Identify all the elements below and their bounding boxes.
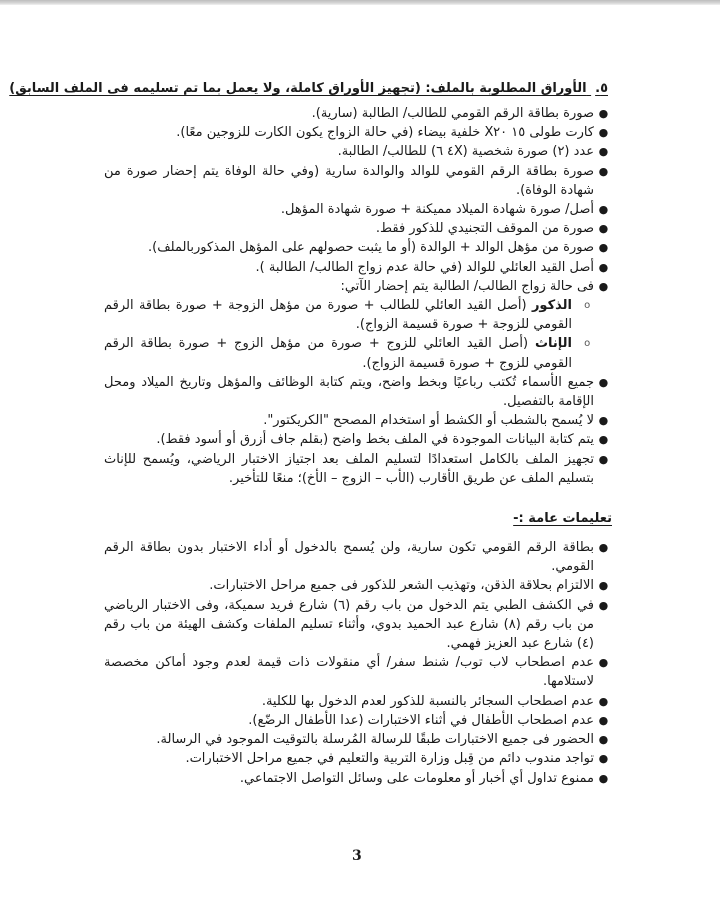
list-item-text: عدم اصطحاب لاب توب/ شنط سفر/ أي منقولات ذات قيمة لعدم وجود أماكن مخصصة لاستلامها.: [104, 655, 594, 690]
list-item-text: صورة من مؤهل الوالد + الوالدة (أو ما يثبت حصولهم على المؤهل المذكوربالملف).: [147, 240, 594, 256]
sublist-label: الإناث: [534, 336, 572, 352]
section-number: ٥.: [595, 81, 608, 96]
document-page: [9, 80, 612, 788]
list-item-text: عدد (٢) صورة شخصية (٤X ٦) للطالب/ الطالبة.: [337, 144, 594, 160]
sublist-label: الذكور: [531, 298, 572, 314]
list-item: [104, 576, 612, 595]
list-item: [104, 538, 612, 576]
list-item-text: تواجد مندوب دائم من قِبل وزارة التربية والتعليم في جميع مراحل الاختبارات.: [185, 751, 594, 767]
list-item: [104, 596, 612, 654]
list-item-text: الحضور فى جميع الاختبارات طبقًا للرسالة المُرسلة بالتوقيت الموجود في الرسالة.: [156, 732, 594, 748]
list-item: [104, 162, 612, 200]
list-item-text: صورة بطاقة الرقم القومي للطالب/ الطالبة (سارية).: [311, 106, 594, 121]
list-item-text: في الكشف الطبي يتم الدخول من باب رقم (٦) شارع فريد سميكة، وفى الاختبار الرياضي من باب رقم (٨) شارع عبد الحميد بدوي، وأثناء تسليم الملفات وكشف الهيئة من باب رقم (٤) شارع عبد العزيز فهمي.: [104, 597, 594, 652]
list-item: [104, 142, 612, 161]
bullet-icon: ●: [598, 733, 608, 747]
bullet-icon: ●: [598, 203, 608, 217]
bullet-icon: ●: [598, 452, 608, 466]
list-item-text: صورة بطاقة الرقم القومي للوالد والوالدة سارية (وفي حالة الوفاة يتم إحضار صورة من شهادة الوفاة).: [104, 163, 594, 198]
bullet-icon: ●: [598, 145, 608, 159]
list-item-text: ممنوع تداول أي أخبار أو معلومات على وسائل التواصل الاجتماعي.: [239, 770, 594, 786]
required-documents-list: [104, 104, 612, 488]
list-item: [104, 123, 612, 142]
bullet-icon: ●: [598, 713, 608, 727]
list-item: [104, 653, 612, 691]
bullet-icon: ●: [598, 107, 608, 120]
bullet-icon: ●: [598, 694, 608, 708]
top-edge-bar: [0, 0, 720, 5]
list-item: [104, 258, 612, 277]
sublist-text: (أصل القيد العائلي للطالب + صورة من مؤهل الزوجة + صورة بطاقة الرقم القومي للزوجة + صورة قسيمة الزواج).: [104, 298, 572, 333]
sublist-item-females: [104, 334, 594, 372]
list-item-text: الالتزام بحلاقة الذقن، وتهذيب الشعر للذكور فى جميع مراحل الاختبارات.: [209, 578, 594, 594]
list-item-text: فى حالة زواج الطالب/ الطالبة يتم إحضار الآتي:: [340, 278, 594, 294]
list-item: [104, 219, 612, 238]
general-instructions-list: [104, 538, 612, 788]
bullet-icon: ●: [598, 656, 608, 670]
list-item-text: أصل القيد العائلي للوالد (في حالة عدم زواج الطالب/ الطالبة ).: [255, 259, 594, 275]
bullet-icon: ●: [598, 222, 608, 236]
bullet-icon: ●: [598, 279, 608, 293]
list-item: [104, 749, 612, 768]
list-item: [104, 430, 612, 449]
bullet-icon: ●: [598, 752, 608, 766]
bullet-icon: ●: [598, 375, 608, 389]
list-item: [104, 373, 612, 411]
bullet-icon: ●: [598, 598, 608, 612]
list-item-text: بطاقة الرقم القومي تكون سارية، ولن يُسمح بالدخول أو أداء الاختبار بدون بطاقة الرقم القومي.: [104, 540, 594, 575]
list-item: [104, 769, 612, 788]
bullet-icon: ●: [598, 241, 608, 255]
list-item-text: جميع الأسماء تُكتب رباعيًا وبخط واضح، ويتم كتابة الوظائف والمؤهل وتاريخ الميلاد ومحل الإقامة بالتفصيل.: [104, 374, 594, 410]
circle-bullet-icon: o: [584, 300, 590, 312]
list-item: [104, 200, 612, 219]
list-item-text: يتم كتابة البيانات الموجودة في الملف بخط واضح (بقلم جاف أزرق أو أسود فقط).: [156, 432, 594, 448]
bullet-icon: ●: [598, 126, 608, 140]
list-item-text: عدم اصطحاب الأطفال في أثناء الاختبارات (عدا الأطفال الرضّع).: [248, 712, 594, 728]
bullet-icon: ●: [598, 414, 608, 428]
list-item-text: صورة من الموقف التجنيدي للذكور فقط.: [375, 221, 594, 237]
bullet-icon: ●: [598, 433, 608, 447]
list-item-text: تجهيز الملف بالكامل استعدادًا لتسليم الملف بعد اجتياز الاختبار الرياضي، ويُسمح للإناث بتسليم الملف عن طريق الأقارب (الأب – الزوج – الأخ)؛ منعًا للتأخير.: [104, 451, 594, 486]
list-item: [104, 238, 612, 257]
marriage-sublist: [104, 296, 594, 373]
list-item: [104, 692, 612, 711]
bullet-icon: ●: [598, 579, 608, 593]
page-number: 3: [352, 848, 362, 864]
list-item: [104, 450, 612, 488]
bullet-icon: ●: [598, 260, 608, 274]
sublist-item-males: [104, 296, 594, 334]
list-item: [104, 411, 612, 430]
circle-bullet-icon: o: [584, 338, 590, 350]
list-item: [104, 711, 612, 730]
bullet-icon: ●: [598, 541, 608, 555]
list-item-text: أصل/ صورة شهادة الميلاد مميكنة + صورة شهادة المؤهل.: [280, 202, 594, 218]
section-5-heading: [9, 80, 612, 98]
list-item-text: عدم اصطحاب السجائر بالنسبة للذكور لعدم الدخول بها للكلية.: [261, 693, 594, 709]
list-item: [104, 277, 612, 373]
section-title: الأوراق المطلوبة بالملف: (تجهيز الأوراق كاملة، ولا يعمل بما تم تسليمه فى الملف السابق): [9, 81, 587, 96]
list-item-text: لا يُسمح بالشطب أو الكشط أو استخدام المصحح "الكريكتور".: [263, 413, 594, 429]
list-item-text: كارت طولى ١٥ X٢٠ خلفية بيضاء (في حالة الزواج يكون الكارت للزوجين معًا).: [176, 125, 594, 141]
sublist-text: (أصل القيد العائلي للزوج + صورة من مؤهل الزوج + صورة بطاقة الرقم القومي للزوج + صورة قسيمة الزواج).: [104, 336, 572, 371]
general-instructions-heading: تعليمات عامة :-: [513, 511, 612, 527]
bullet-icon: ●: [598, 164, 608, 178]
list-item: [104, 730, 612, 749]
list-item: [104, 104, 612, 123]
bullet-icon: ●: [598, 771, 608, 785]
